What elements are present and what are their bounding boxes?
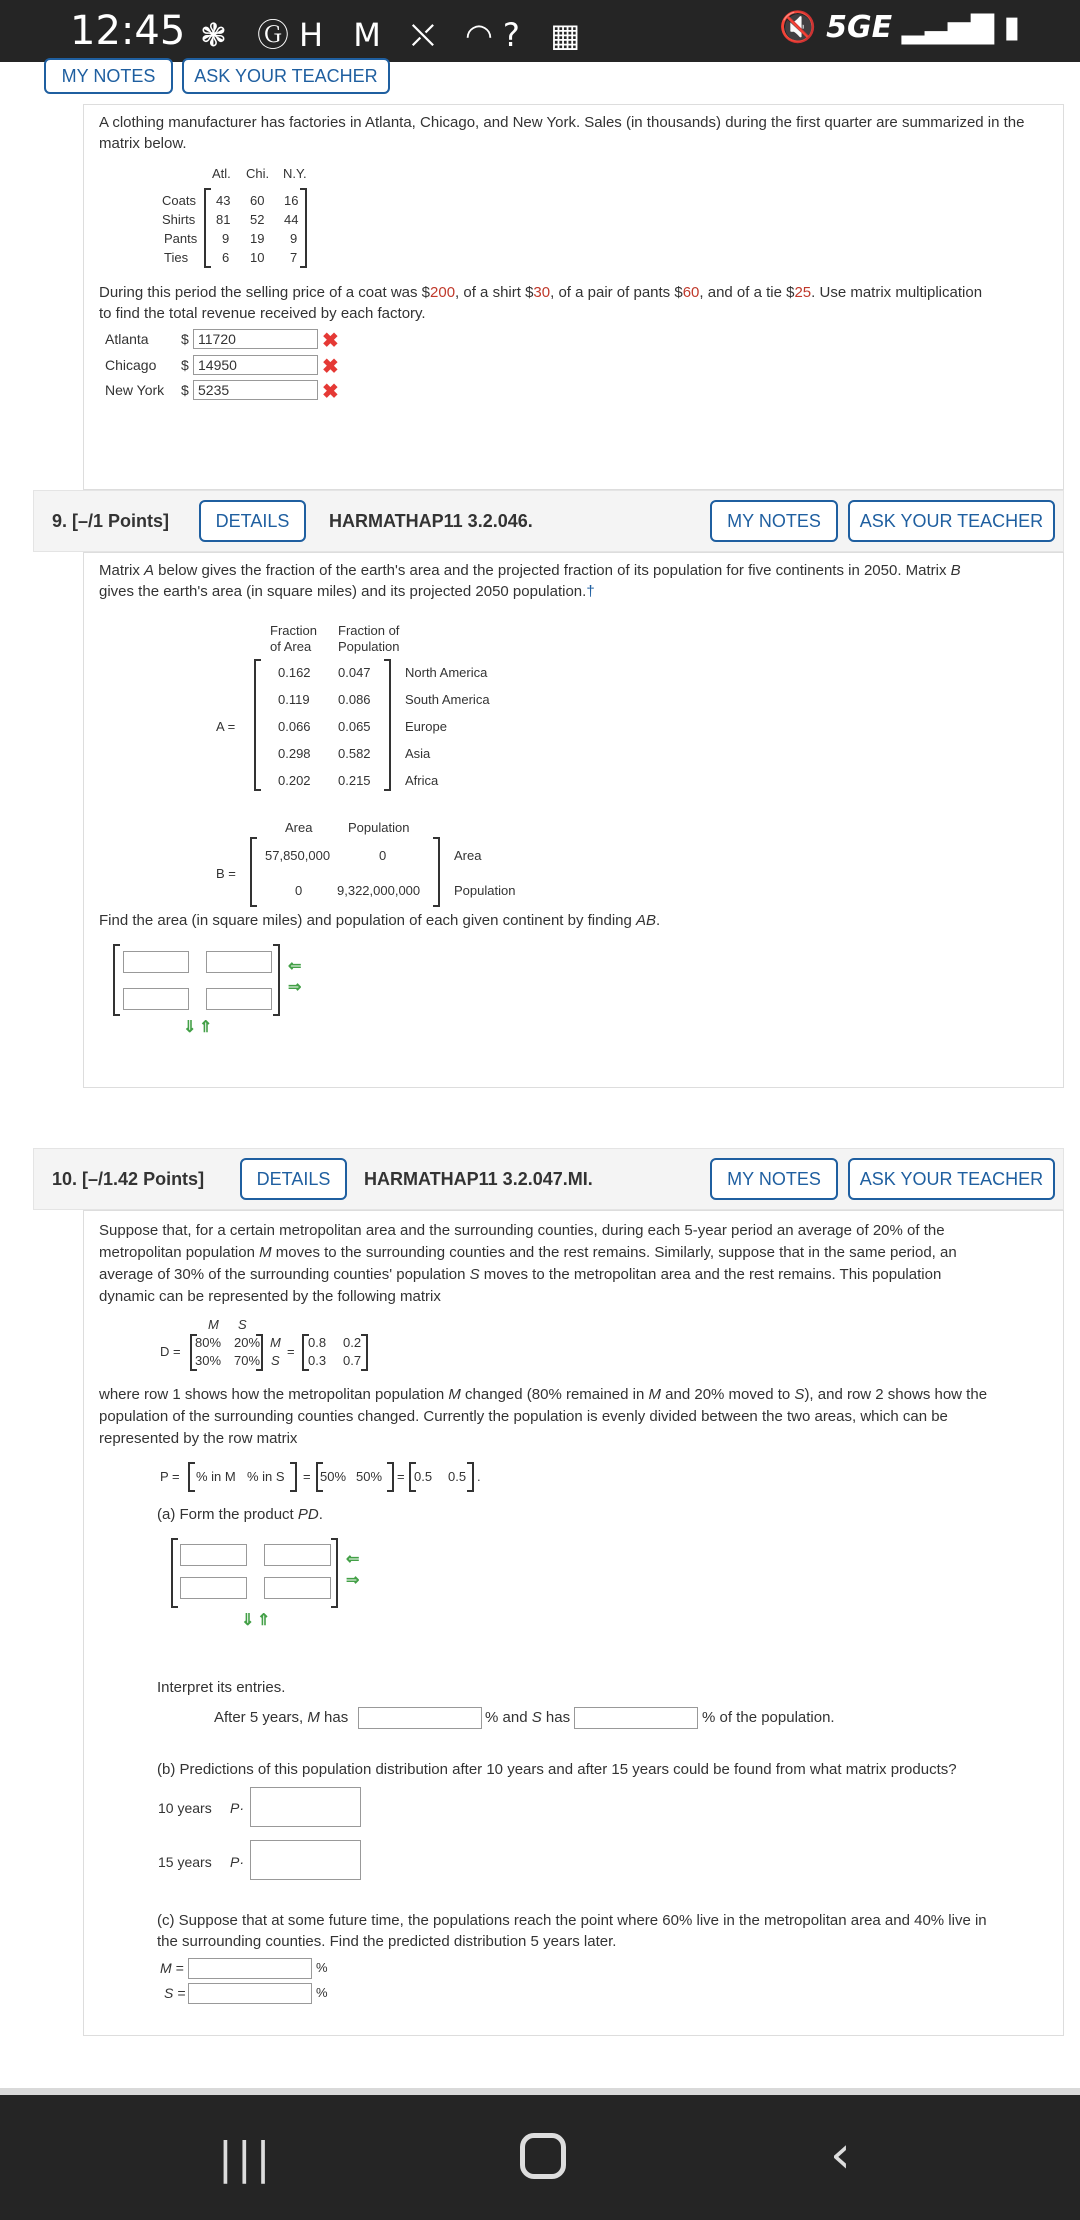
row-label: Coats: [162, 193, 196, 208]
matrix-input[interactable]: [206, 988, 272, 1010]
text-span: M =: [160, 1960, 184, 1976]
text-span: represented by the row matrix: [99, 1430, 298, 1447]
question-code: HARMATHAP11 3.2.047.MI.: [364, 1169, 593, 1189]
text-span: population of the surrounding counties changed. Currently the population is evenly divided between the two areas, which can be: [99, 1408, 948, 1425]
fifteen-year-input[interactable]: [250, 1840, 361, 1880]
price-text: [99, 282, 1059, 324]
currency: $: [181, 331, 189, 347]
row-label: Shirts: [162, 212, 196, 227]
remove-row-icon[interactable]: ⇑: [257, 1612, 271, 1629]
price-value: 30: [533, 284, 551, 301]
matrix-cell: 30%: [195, 1353, 222, 1368]
incorrect-icon: ✖: [322, 330, 339, 352]
col-header: Area: [285, 820, 313, 835]
text-span: has: [541, 1709, 571, 1726]
row-label: Ties: [164, 250, 189, 265]
row-name: Population: [454, 883, 516, 898]
matrix-cell: 0.047: [338, 665, 371, 680]
text-span: Matrix: [99, 562, 144, 579]
matrix-cell: 20%: [234, 1335, 261, 1350]
ask-teacher-button[interactable]: ASK YOUR TEACHER: [848, 500, 1055, 542]
matrix-cell: 57,850,000: [265, 848, 331, 863]
question-number: 10. [–/1.42 Points]: [52, 1169, 205, 1189]
matrix-cell: 0.7: [343, 1353, 362, 1368]
text-span: , of a pair of pants $: [550, 284, 683, 301]
part-a-label: [157, 1504, 323, 1525]
matrix-cell: 80%: [195, 1335, 222, 1350]
equals: =: [303, 1469, 311, 1484]
interpret-label: Interpret its entries.: [157, 1679, 286, 1696]
incorrect-icon: ✖: [322, 381, 339, 403]
question-code: HARMATHAP11 3.2.046.: [329, 511, 533, 531]
text-span: moves to the surrounding counties and the rest remains. Similarly, suppose that in the same period, an: [271, 1244, 957, 1261]
var: M: [307, 1709, 320, 1726]
matrix-cell: 10: [250, 250, 265, 265]
row-name: M: [270, 1335, 281, 1350]
bracket: [188, 1462, 195, 1492]
text-span: %: [316, 1985, 328, 2000]
notification-icons: ❃ ⒼH M ⛌ ◠? ▦: [200, 16, 591, 54]
bracket: [300, 188, 307, 268]
text-span: where row 1 shows how the metropolitan population: [99, 1386, 449, 1403]
bracket: [331, 1538, 338, 1608]
back-icon[interactable]: ‹: [830, 2125, 851, 2185]
part-c-label: [157, 1910, 1057, 1952]
text-span: metropolitan population: [99, 1244, 260, 1261]
text-span: Fraction: [270, 623, 317, 638]
incorrect-icon: ✖: [322, 356, 339, 378]
matrix-input[interactable]: [264, 1577, 331, 1599]
row-name: North America: [405, 665, 488, 680]
matrix-cell: 70%: [234, 1353, 261, 1368]
text-span: has: [319, 1709, 349, 1726]
text-span: Find the area (in square miles) and population of each given continent by finding: [99, 912, 637, 929]
var: S: [531, 1709, 542, 1726]
atlanta-input[interactable]: 11720: [193, 329, 318, 349]
matrix-cell: 50%: [320, 1469, 347, 1484]
matrix-cell: 43: [216, 193, 231, 208]
var: PD: [297, 1506, 319, 1523]
matrix-cell: 81: [216, 212, 231, 227]
matrix-input[interactable]: [180, 1544, 247, 1566]
add-column-icon[interactable]: ⇒: [288, 979, 302, 996]
var: B: [950, 562, 961, 579]
matrix-input[interactable]: [123, 951, 189, 973]
matrix-input[interactable]: [180, 1577, 247, 1599]
my-notes-button[interactable]: MY NOTES: [710, 500, 838, 542]
add-column-icon[interactable]: ⇒: [346, 1572, 360, 1589]
s-percent-input[interactable]: [574, 1707, 698, 1729]
text-span: to find the total revenue received by each factory.: [99, 305, 426, 322]
matrix-label: B =: [216, 866, 236, 881]
matrix-cell: 0.298: [278, 746, 311, 761]
matrix-cell: 0.582: [338, 746, 371, 761]
text-span: P·: [230, 1800, 244, 1816]
matrix-cell: 9: [290, 231, 298, 246]
text-span: .: [318, 1506, 323, 1523]
text-span: changed (80% remained in: [460, 1386, 649, 1403]
matrix-cell: 52: [250, 212, 265, 227]
details-button[interactable]: DETAILS: [199, 500, 306, 542]
col-header: M: [208, 1317, 219, 1332]
text-span: %: [316, 1960, 328, 1975]
matrix-cell: 0.5: [448, 1469, 467, 1484]
col-header: Population: [348, 820, 410, 835]
text-span: [214, 1707, 348, 1728]
var: A: [144, 562, 155, 579]
matrix-cell: % in S: [247, 1469, 285, 1484]
bracket: [361, 1334, 368, 1371]
remove-column-icon[interactable]: ⇐: [346, 1551, 360, 1568]
text-span: of Area: [270, 639, 312, 654]
question-text: [99, 560, 1059, 602]
row-name: Europe: [405, 719, 447, 734]
text-span: During this period the selling price of a coat was $: [99, 284, 431, 301]
text-span: .: [656, 912, 661, 929]
matrix-cell: 9: [222, 231, 230, 246]
ask-teacher-button[interactable]: ASK YOUR TEACHER: [848, 1158, 1055, 1200]
ask-teacher-button[interactable]: ASK YOUR TEACHER: [182, 58, 390, 94]
text-span: % of the population.: [702, 1709, 835, 1726]
answer-label: Chicago: [105, 357, 157, 373]
bracket: [254, 659, 261, 791]
divider: [0, 2088, 1080, 2095]
matrix-input[interactable]: [123, 988, 189, 1010]
bracket: [384, 659, 391, 791]
bracket: [250, 837, 257, 907]
matrix-label: A =: [216, 719, 236, 734]
text-span: gives the earth's area (in square miles) and its projected 2050 population.: [99, 583, 587, 600]
col-header: [270, 623, 317, 655]
var: M: [648, 1386, 661, 1403]
question-header: [33, 490, 1064, 552]
period: .: [477, 1469, 481, 1484]
col-header: [338, 623, 399, 655]
chicago-input[interactable]: 14950: [193, 355, 318, 375]
matrix-cell: 0.119: [278, 692, 310, 707]
text-span: P·: [230, 1854, 244, 1870]
matrix-input[interactable]: [206, 951, 272, 973]
matrix-cell: 0.065: [338, 719, 371, 734]
text-span: , and of a tie $: [699, 284, 795, 301]
text-span: ), and row 2 shows how the: [804, 1386, 988, 1403]
row-name: Africa: [405, 773, 439, 788]
add-row-icon[interactable]: ⇓: [241, 1612, 255, 1629]
text-span: , of a shirt $: [455, 284, 534, 301]
col-header: S: [238, 1317, 247, 1332]
matrix-cell: 44: [284, 212, 299, 227]
text-span: 10 years: [158, 1800, 212, 1816]
system-icons: [779, 10, 1020, 45]
matrix-cell: 19: [250, 231, 265, 246]
tutorial-link[interactable]: †: [586, 583, 595, 600]
bracket: [433, 837, 440, 907]
var: AB: [636, 912, 657, 929]
clock: 12:45: [70, 8, 186, 54]
matrix-label: P =: [160, 1469, 180, 1484]
matrix-cell: 0.2: [343, 1335, 362, 1350]
var: M: [448, 1386, 461, 1403]
matrix-cell: % in M: [196, 1469, 236, 1484]
matrix-cell: 0.8: [308, 1335, 327, 1350]
text-span: Suppose that, for a certain metropolitan area and the surrounding counties, during each 5-year period an average of 20% of the: [99, 1222, 945, 1239]
matrix-cell: 0.162: [278, 665, 311, 680]
text-span: dynamic can be represented by the following matrix: [99, 1288, 441, 1305]
price-value: 25: [794, 284, 812, 301]
matrix-cell: 0.066: [278, 719, 311, 734]
text-span: (a) Form the product: [157, 1506, 298, 1523]
status-bar: [0, 0, 1080, 62]
s-future-input[interactable]: [188, 1983, 312, 2004]
bracket: [467, 1462, 474, 1492]
m-percent-input[interactable]: [358, 1707, 482, 1729]
battery-icon: ▮: [1003, 10, 1020, 45]
text-span: Population: [338, 639, 400, 654]
add-row-icon[interactable]: ⇓: [183, 1019, 197, 1036]
question-header: [33, 1148, 1064, 1210]
remove-column-icon[interactable]: ⇐: [288, 958, 302, 975]
bracket: [204, 188, 211, 268]
text-span: After 5 years,: [214, 1709, 308, 1726]
find-text: [99, 910, 1059, 931]
text-span: and 20% moved to: [661, 1386, 795, 1403]
text-span: moves to the metropolitan area and the rest remains. This population: [479, 1266, 942, 1283]
matrix-cell: 0.086: [338, 692, 371, 707]
text-span: [485, 1707, 570, 1728]
remove-row-icon[interactable]: ⇑: [199, 1019, 213, 1036]
price-value: 200: [430, 284, 456, 301]
bracket: [171, 1538, 178, 1608]
text-span: average of 30% of the surrounding counties' population: [99, 1266, 470, 1283]
text-span: . Use matrix multiplication: [811, 284, 983, 301]
text-span: below gives the fraction of the earth's area and the projected fraction of its population for five continents in 2050. Matrix: [154, 562, 951, 579]
text-span: (c) Suppose that at some future time, the populations reach the point where 60% live in the metropolitan area and 40% live in: [157, 1912, 987, 1929]
row-name: S: [271, 1353, 280, 1368]
question-number: 9. [–/1 Points]: [52, 511, 170, 531]
row-name: Area: [454, 848, 482, 863]
text-span: % and: [485, 1709, 532, 1726]
matrix-label: D =: [160, 1344, 181, 1359]
navigation-bar: [0, 2095, 1080, 2220]
matrix-cell: 0: [295, 883, 303, 898]
currency: $: [181, 382, 189, 398]
matrix-cell: 60: [250, 193, 265, 208]
my-notes-button[interactable]: MY NOTES: [44, 58, 173, 94]
matrix-cell: 50%: [356, 1469, 383, 1484]
details-button[interactable]: DETAILS: [240, 1158, 347, 1200]
question-text: [99, 1220, 1059, 1308]
col-header: Chi.: [246, 166, 270, 181]
newyork-input[interactable]: 5235: [193, 380, 318, 400]
price-value: 60: [682, 284, 700, 301]
network-label: 5GE: [826, 10, 893, 45]
matrix-cell: 0.5: [414, 1469, 433, 1484]
var: S: [794, 1386, 805, 1403]
text-span: the surrounding counties. Find the predicted distribution 5 years later.: [157, 1933, 617, 1950]
m-future-input[interactable]: [188, 1958, 312, 1979]
matrix-cell: 0.202: [278, 773, 311, 788]
matrix-input[interactable]: [264, 1544, 331, 1566]
bracket: [273, 944, 280, 1016]
matrix-cell: 9,322,000,000: [337, 883, 421, 898]
equals: =: [287, 1344, 295, 1359]
row-name: Asia: [405, 746, 431, 761]
matrix-cell: 16: [284, 193, 299, 208]
var: S: [469, 1266, 480, 1283]
bracket: [290, 1462, 297, 1492]
row-label: Pants: [164, 231, 198, 246]
signal-icon: ▂▃▅▇: [901, 10, 994, 45]
matrix-cell: 7: [290, 250, 298, 265]
equals: =: [397, 1469, 405, 1484]
part-b-label: (b) Predictions of this population distribution after 10 years and after 15 years could be found from what matrix products?: [157, 1761, 957, 1778]
currency: $: [181, 357, 189, 373]
mute-icon: 🔇: [779, 10, 817, 45]
text-span: Fraction of: [338, 623, 400, 638]
answer-label: Atlanta: [105, 331, 149, 347]
col-header: Atl.: [212, 166, 231, 181]
matrix-cell: 6: [222, 250, 230, 265]
matrix-cell: 0: [379, 848, 387, 863]
row-name: South America: [405, 692, 490, 707]
bracket: [387, 1462, 394, 1492]
text-span: S =: [164, 1985, 186, 2001]
bracket: [113, 944, 120, 1016]
matrix-cell: 0.215: [338, 773, 371, 788]
prev-intro: A clothing manufacturer has factories in Atlanta, Chicago, and New York. Sales (in thousands) during the first quarter are summarized in the matrix below.: [99, 114, 1025, 152]
answer-label: New York: [105, 382, 165, 398]
matrix-cell: 0.3: [308, 1353, 327, 1368]
text-span: 15 years: [158, 1854, 212, 1870]
recent-apps-icon[interactable]: |||: [218, 2133, 275, 2184]
var: M: [259, 1244, 272, 1261]
my-notes-button[interactable]: MY NOTES: [710, 1158, 838, 1200]
where-text: [99, 1384, 1059, 1450]
col-header: N.Y.: [283, 166, 307, 181]
home-icon[interactable]: [520, 2133, 566, 2179]
ten-year-input[interactable]: [250, 1787, 361, 1827]
